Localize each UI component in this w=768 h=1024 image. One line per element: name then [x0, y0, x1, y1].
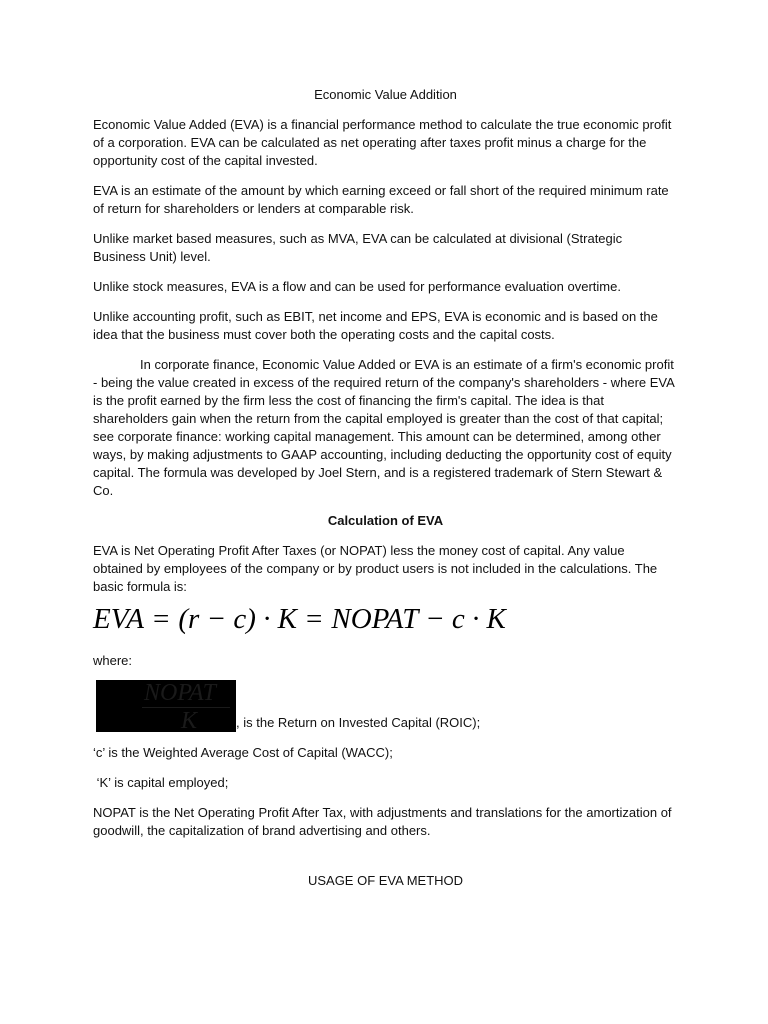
- formula-middle: (r − c) · K: [178, 603, 297, 635]
- roic-numerator: NOPAT: [144, 680, 217, 706]
- formula-rhs: NOPAT − c · K: [331, 603, 506, 635]
- roic-text: , is the Return on Invested Capital (ROIC);: [236, 715, 481, 730]
- where-label: where:: [93, 653, 133, 668]
- nopat-definition: NOPAT is the Net Operating Profit After Tax, with adjustments and translations for the amortization of goodwill, the capitalization of brand advertising and others.: [93, 805, 672, 838]
- formula-equals-1: =: [153, 603, 170, 635]
- paragraph-definition: Economic Value Added (EVA) is a financial performance method to calculate the true economic profit of a corporation. EVA can be calculated as net operating after taxes profit minus a charge for the opportunity cost of the capital invested.: [93, 117, 672, 168]
- heading-calculation: Calculation of EVA: [327, 513, 444, 528]
- paragraph-market-measures: Unlike market based measures, such as MVA, EVA can be calculated at divisional (Strategic Business Unit) level.: [93, 231, 623, 264]
- paragraph-accounting-profit: Unlike accounting profit, such as EBIT, net income and EPS, EVA is economic and is based on the idea that the business must cover both the operating costs and the capital costs.: [93, 309, 658, 342]
- document-title: Economic Value Addition: [314, 87, 457, 102]
- document-body: [93, 86, 678, 890]
- paragraph-nopat: EVA is Net Operating Profit After Taxes (or NOPAT) less the money cost of capital. Any value obtained by employees of the company or by product users is not included in the calculations. The basic formula is:: [93, 543, 658, 594]
- roic-denominator: K: [181, 708, 198, 734]
- paragraph-stock-measures: Unlike stock measures, EVA is a flow and can be used for performance evaluation overtime.: [93, 279, 621, 294]
- eva-formula: [93, 604, 678, 634]
- capital-definition: ‘K’ is capital employed;: [93, 775, 229, 790]
- formula-lhs: EVA: [93, 603, 144, 635]
- wacc-definition: ‘c’ is the Weighted Average Cost of Capital (WACC);: [93, 745, 393, 760]
- paragraph-estimate: EVA is an estimate of the amount by which earning exceed or fall short of the required minimum rate of return for shareholders or lenders at comparable risk.: [93, 183, 669, 216]
- paragraph-corporate-finance: In corporate finance, Economic Value Added or EVA is an estimate of a firm's economic profit - being the value created in excess of the required return of the company's shareholders - where EVA is the profit earned by the firm less the cost of financing the firm's capital. The idea is that shareholders gain when the return from the capital employed is greater than the cost of that capital; see corporate finance: working capital management. This amount can be determined, among other ways, by making adjustments to GAAP accounting, including deducting the opportunity cost of equity capital. The formula was developed by Joel Stern, and is a registered trademark of Stern Stewart & Co.: [93, 357, 675, 498]
- roic-fraction-image: [96, 680, 236, 732]
- heading-usage: USAGE OF EVA METHOD: [307, 873, 464, 888]
- formula-equals-2: =: [306, 603, 323, 635]
- roic-definition: [93, 680, 678, 732]
